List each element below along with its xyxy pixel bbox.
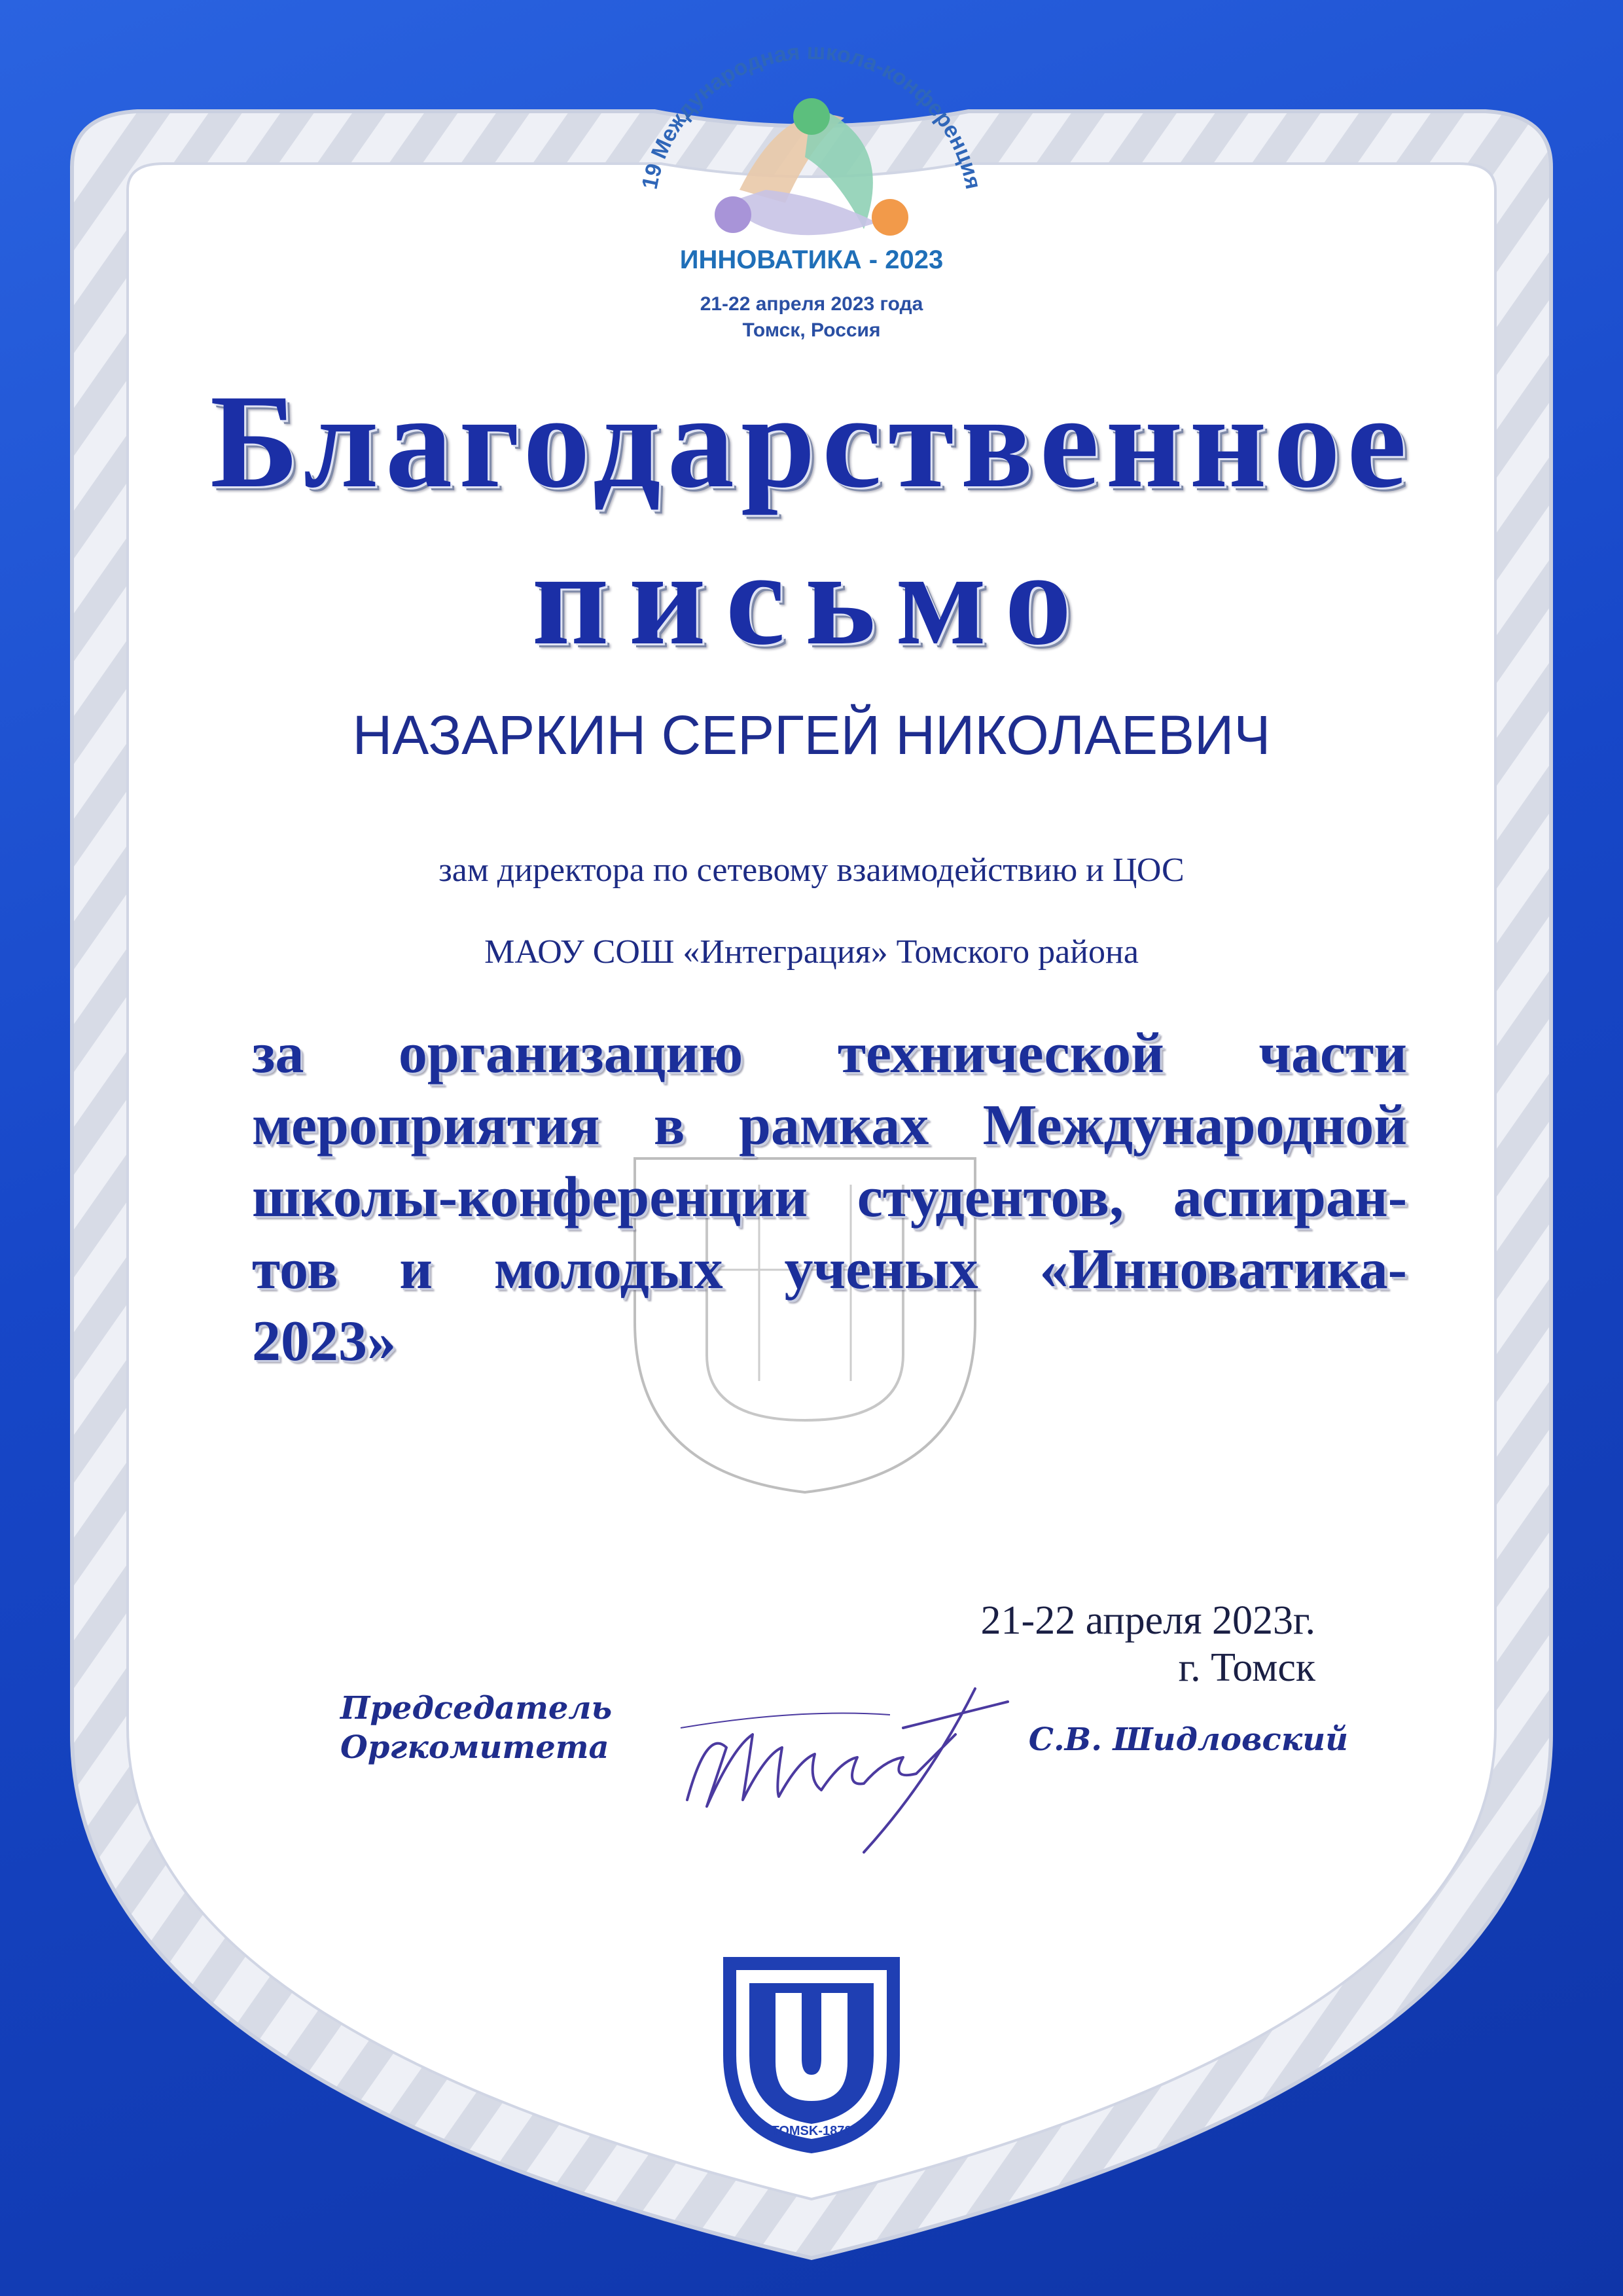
reason-line: школы-конференции студентов, аспиран- bbox=[252, 1166, 1407, 1229]
recipient-name: НАЗАРКИН СЕРГЕЙ НИКОЛАЕВИЧ bbox=[352, 704, 1271, 766]
chairman-title bbox=[340, 1689, 681, 1767]
university-emblem-icon bbox=[710, 1944, 913, 2160]
document-title-line1: Благодарственное bbox=[209, 367, 1414, 516]
logo-ball-green bbox=[793, 98, 830, 135]
logo-ball-orange bbox=[872, 199, 908, 236]
logo-title: ИННОВАТИКА - 2023 bbox=[679, 245, 944, 274]
logo-arc-text: 19 Международная школа-конференция bbox=[637, 39, 986, 192]
issue-city: г. Томск bbox=[1178, 1645, 1315, 1690]
logo-date: 21-22 апреля 2023 года bbox=[700, 293, 923, 315]
reason-line: тов и молодых ученых «Инноватика- bbox=[252, 1238, 1407, 1301]
recipient-position: зам директора по сетевому взаимодействию и ЦОС bbox=[438, 852, 1185, 889]
reason-line: мероприятия в рамках Международной bbox=[252, 1094, 1407, 1157]
logo-date-place bbox=[615, 291, 1008, 344]
reason-line: 2023» bbox=[252, 1310, 396, 1373]
chairman-title-line2: Оргкомитета bbox=[340, 1729, 609, 1766]
recipient-organization: МАОУ СОШ «Интеграция» Томского района bbox=[484, 933, 1139, 971]
emblem-caption: TOMSK-1878 bbox=[771, 2124, 852, 2138]
chairman-title-line1: Председатель bbox=[340, 1690, 613, 1727]
reason-line: за организацию технической части bbox=[252, 1022, 1407, 1085]
reason-text bbox=[252, 1018, 1407, 1378]
logo-ball-purple bbox=[715, 196, 751, 233]
logo-place: Томск, Россия bbox=[742, 319, 881, 341]
signer-name: С.В. Шидловский bbox=[1028, 1721, 1348, 1758]
issue-date: 21-22 апреля 2023г. bbox=[980, 1598, 1315, 1643]
document-title-line2: письмо bbox=[531, 524, 1092, 673]
